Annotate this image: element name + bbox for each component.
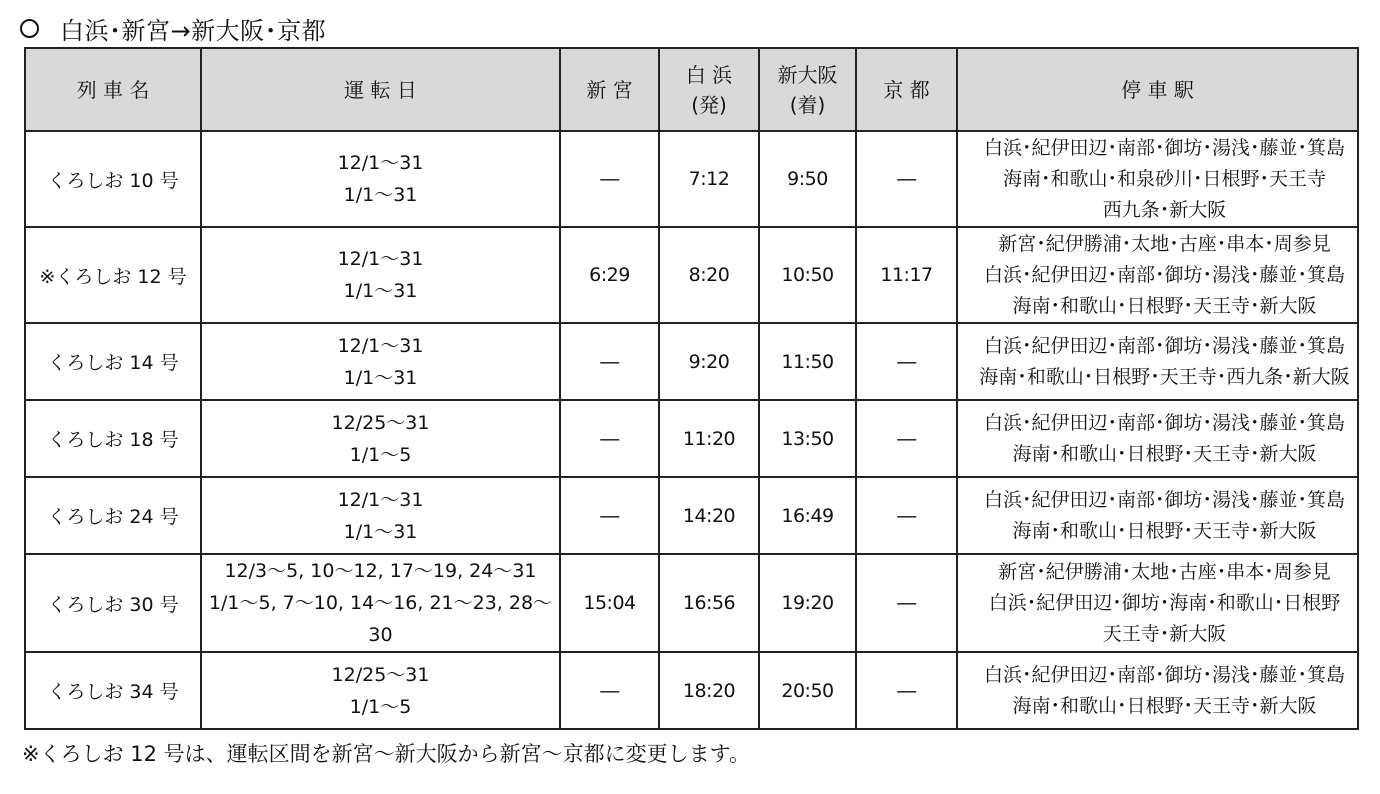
shirahama-depart-time: 11:20 — [659, 400, 759, 477]
stop-stations — [957, 477, 1358, 554]
train-name: くろしお 10 号 — [25, 131, 201, 227]
header-shinosaka — [759, 48, 856, 131]
shirahama-depart-time: 18:20 — [659, 652, 759, 729]
stop-stations-line: 海南･和歌山･日根野･天王寺･新大阪 — [1012, 519, 1317, 542]
kyoto-time: ― — [856, 131, 957, 227]
stop-stations — [957, 652, 1358, 729]
stop-stations-line: 白浜･紀伊田辺･御坊･海南･和歌山･日根野 — [988, 591, 1341, 614]
operating-dates — [201, 227, 560, 323]
table-row — [25, 554, 1358, 652]
operating-dates-line: 12/1～31 — [337, 248, 424, 270]
table-row — [25, 227, 1358, 323]
operating-dates-line: 1/1～5 — [349, 695, 412, 718]
stop-stations-line: 海南･和歌山･日根野･天王寺･新大阪 — [1012, 294, 1317, 317]
train-name: くろしお 30 号 — [25, 554, 201, 652]
shinosaka-arrive-time: 13:50 — [759, 400, 856, 477]
table-row — [25, 323, 1358, 400]
title-text: 白浜･新宮→新大阪･京都 — [60, 16, 327, 45]
operating-dates-line: 12/25～31 — [331, 411, 430, 434]
operating-dates-line: 12/3～5, 10～12, 17～19, 24～31 — [224, 560, 537, 582]
shirahama-depart-time: 14:20 — [659, 477, 759, 554]
stop-stations — [957, 131, 1358, 227]
kyoto-time: ― — [856, 554, 957, 652]
shingu-time: 15:04 — [560, 554, 659, 652]
operating-dates-line: 1/1～5 — [349, 443, 412, 466]
header-shinosaka-station: 新大阪 — [777, 62, 838, 87]
stop-stations-line: 海南･和歌山･日根野･天王寺･西九条･新大阪 — [979, 365, 1350, 388]
train-name: ※くろしお 12 号 — [25, 227, 201, 323]
table-row — [25, 477, 1358, 554]
stop-stations-line: 白浜･紀伊田辺･南部･御坊･湯浅･藤並･箕島 — [983, 136, 1345, 159]
shinosaka-arrive-time: 16:49 — [759, 477, 856, 554]
shingu-time: ― — [560, 323, 659, 400]
shingu-time: ― — [560, 652, 659, 729]
header-shingu: 新 宮 — [560, 48, 659, 131]
shingu-time: ― — [560, 400, 659, 477]
operating-dates — [201, 323, 560, 400]
stop-stations-line: 新宮･紀伊勝浦･太地･古座･串本･周参見 — [998, 232, 1331, 255]
table-row — [25, 131, 1358, 227]
shinosaka-arrive-time: 11:50 — [759, 323, 856, 400]
header-train-name: 列 車 名 — [25, 48, 201, 131]
header-shirahama-station: 白 浜 — [685, 62, 733, 87]
stop-stations-line: 白浜･紀伊田辺･南部･御坊･湯浅･藤並･箕島 — [983, 663, 1345, 686]
operating-dates — [201, 400, 560, 477]
train-name: くろしお 34 号 — [25, 652, 201, 729]
footnote: ※くろしお 12 号は、運転区間を新宮～新大阪から新宮～京都に変更します。 — [22, 742, 750, 766]
operating-dates-line: 1/1～31 — [343, 366, 418, 389]
train-schedule-table — [24, 47, 1359, 730]
operating-dates-line: 12/1～31 — [337, 488, 424, 511]
shinosaka-arrive-time: 20:50 — [759, 652, 856, 729]
shingu-time: 6:29 — [560, 227, 659, 323]
table-row — [25, 400, 1358, 477]
stop-stations-line: 海南･和歌山･日根野･天王寺･新大阪 — [1012, 694, 1317, 717]
operating-dates-line: 1/1～31 — [343, 184, 418, 206]
train-name: くろしお 18 号 — [25, 400, 201, 477]
stop-stations — [957, 323, 1358, 400]
stop-stations — [957, 554, 1358, 652]
operating-dates-line: 1/1～31 — [343, 280, 418, 302]
stop-stations-line: 新宮･紀伊勝浦･太地･古座･串本･周参見 — [998, 560, 1331, 583]
operating-dates — [201, 477, 560, 554]
stop-stations — [957, 400, 1358, 477]
stop-stations-line: 西九条･新大阪 — [1102, 198, 1227, 221]
stop-stations-line: 海南･和歌山･和泉砂川･日根野･天王寺 — [1002, 167, 1326, 190]
operating-dates — [201, 652, 560, 729]
shingu-time: ― — [560, 131, 659, 227]
stop-stations-line: 白浜･紀伊田辺･南部･御坊･湯浅･藤並･箕島 — [983, 263, 1345, 286]
header-shirahama-depart: (発) — [691, 92, 727, 117]
header-shirahama — [659, 48, 759, 131]
header-operating-dates: 運 転 日 — [201, 48, 560, 131]
kyoto-time: ― — [856, 400, 957, 477]
shirahama-depart-time: 16:56 — [659, 554, 759, 652]
shirahama-depart-time: 7:12 — [659, 131, 759, 227]
operating-dates-line: 1/1～31 — [343, 520, 418, 543]
kyoto-time: ― — [856, 652, 957, 729]
table-row — [25, 652, 1358, 729]
stop-stations-line: 白浜･紀伊田辺･南部･御坊･湯浅･藤並･箕島 — [983, 488, 1345, 511]
operating-dates — [201, 554, 560, 652]
operating-dates-line: 12/1～31 — [337, 334, 424, 357]
train-name: くろしお 14 号 — [25, 323, 201, 400]
shinosaka-arrive-time: 10:50 — [759, 227, 856, 323]
header-stops: 停 車 駅 — [957, 48, 1358, 131]
shingu-time: ― — [560, 477, 659, 554]
kyoto-time: 11:17 — [856, 227, 957, 323]
shinosaka-arrive-time: 9:50 — [759, 131, 856, 227]
header-shinosaka-arrive: (着) — [789, 92, 826, 117]
operating-dates-line: 12/1～31 — [337, 152, 424, 174]
train-name: くろしお 24 号 — [25, 477, 201, 554]
header-row — [25, 48, 1358, 131]
operating-dates — [201, 131, 560, 227]
shinosaka-arrive-time: 19:20 — [759, 554, 856, 652]
stop-stations-line: 天王寺･新大阪 — [1102, 622, 1227, 645]
section-title — [20, 10, 326, 46]
shirahama-depart-time: 9:20 — [659, 323, 759, 400]
operating-dates-line: 1/1～5, 7～10, 14～16, 21～23, 28～30 — [208, 592, 553, 646]
stop-stations — [957, 227, 1358, 323]
kyoto-time: ― — [856, 323, 957, 400]
kyoto-time: ― — [856, 477, 957, 554]
operating-dates-line: 12/25～31 — [331, 663, 430, 686]
stop-stations-line: 白浜･紀伊田辺･南部･御坊･湯浅･藤並･箕島 — [983, 334, 1345, 357]
shirahama-depart-time: 8:20 — [659, 227, 759, 323]
stop-stations-line: 白浜･紀伊田辺･南部･御坊･湯浅･藤並･箕島 — [983, 411, 1345, 434]
circle-bullet-icon — [20, 19, 39, 38]
stop-stations-line: 海南･和歌山･日根野･天王寺･新大阪 — [1012, 442, 1317, 465]
header-kyoto: 京 都 — [856, 48, 957, 131]
